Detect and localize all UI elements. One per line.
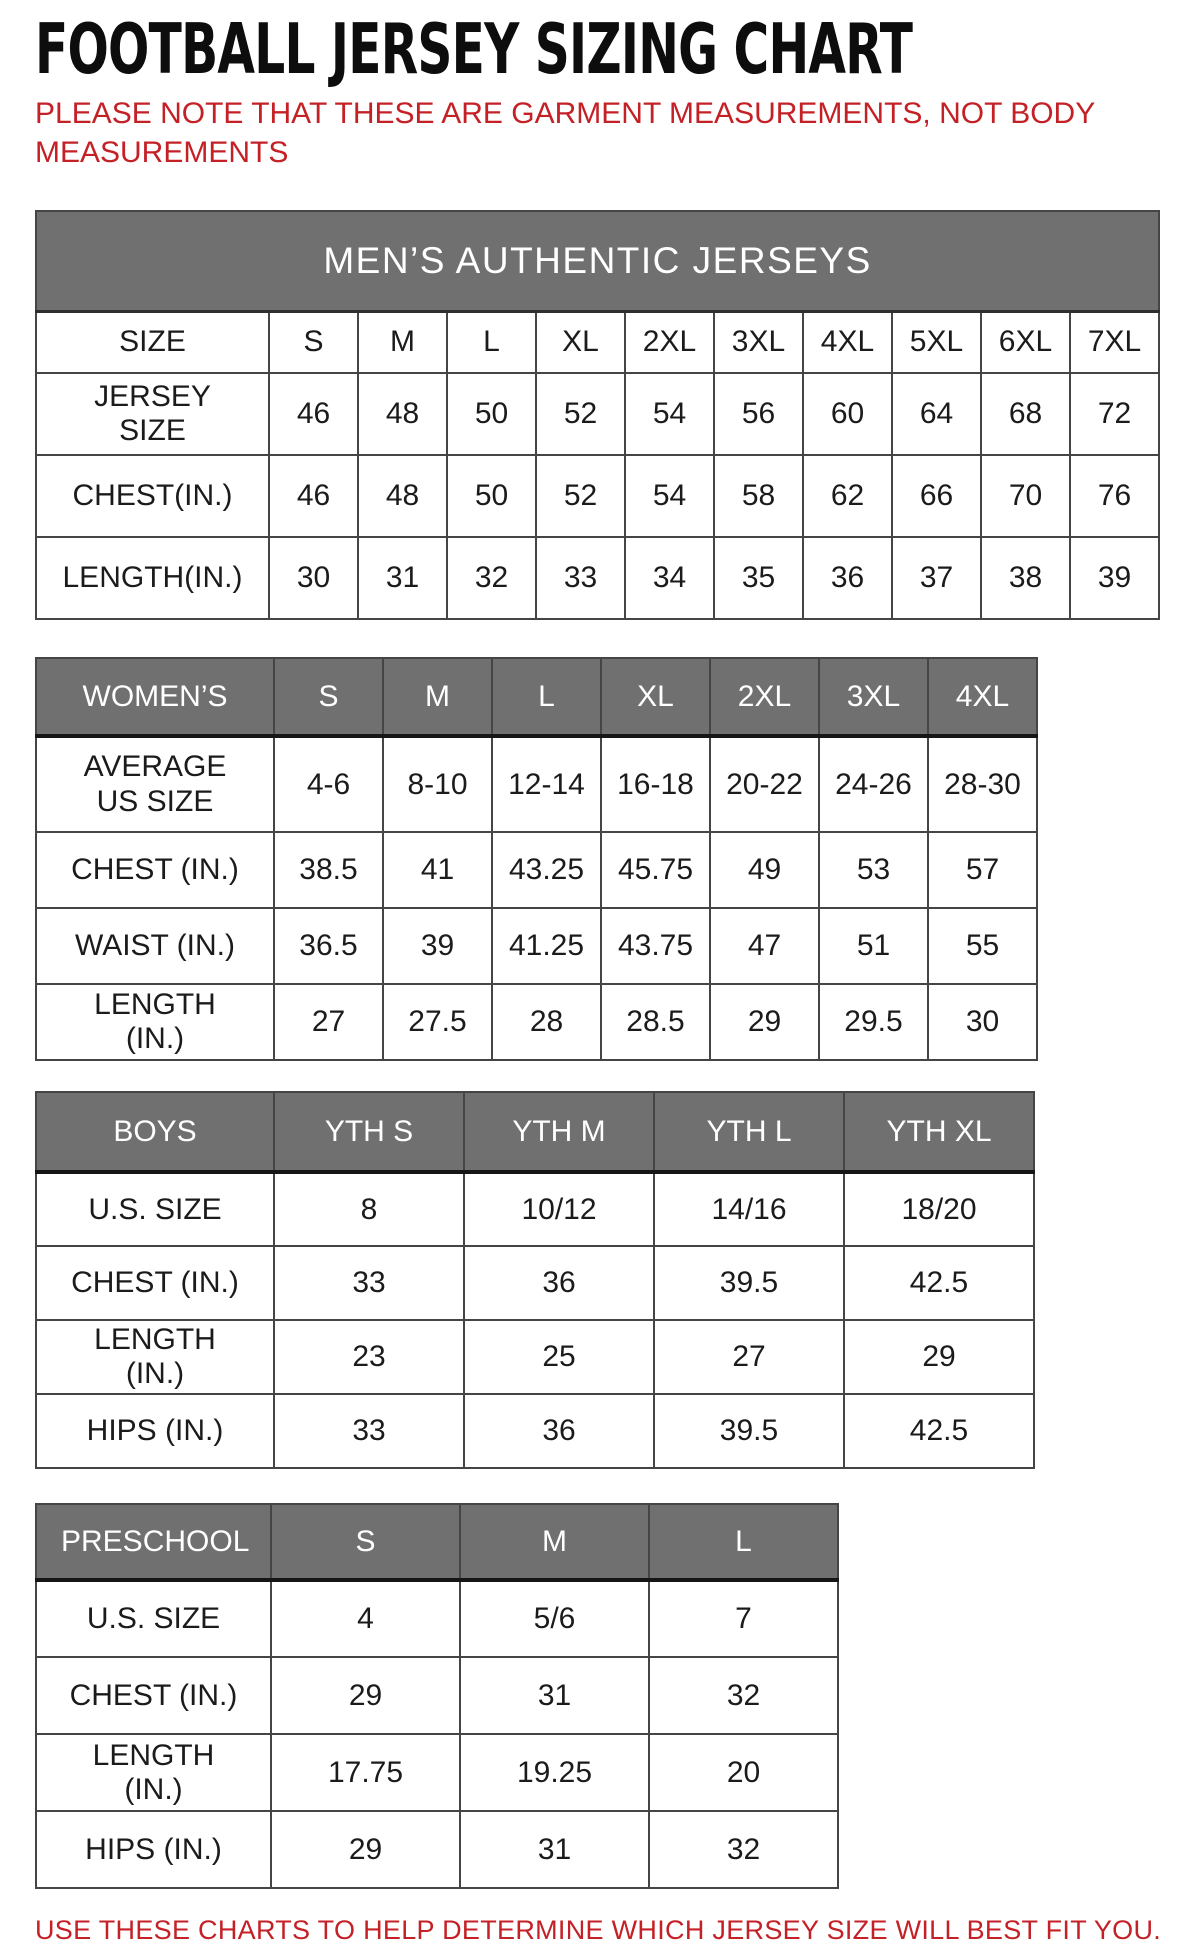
column-header: YTH M (464, 1092, 654, 1172)
table-row (36, 1811, 838, 1888)
column-header: 6XL (981, 311, 1070, 373)
size-value-cell: 4-6 (274, 736, 383, 832)
size-value-cell: 43.25 (492, 832, 601, 908)
size-value-cell: 46 (269, 373, 358, 455)
size-value-cell: 50 (447, 373, 536, 455)
size-value-cell: 29.5 (819, 984, 928, 1060)
size-value-cell: 31 (460, 1657, 649, 1734)
size-value-cell: 16-18 (601, 736, 710, 832)
size-value-cell: 47 (710, 908, 819, 984)
size-value-cell: 12-14 (492, 736, 601, 832)
table-banner: MEN’S AUTHENTIC JERSEYS (36, 211, 1159, 311)
table-row (36, 736, 1037, 832)
size-value-cell: 42.5 (844, 1394, 1034, 1468)
size-value-cell: 32 (649, 1811, 838, 1888)
size-value-cell: 29 (844, 1320, 1034, 1394)
size-value-cell: 8 (274, 1172, 464, 1246)
size-value-cell: 30 (269, 537, 358, 619)
column-header: 3XL (714, 311, 803, 373)
size-value-cell: 33 (274, 1394, 464, 1468)
row-label: WAIST (IN.) (36, 908, 274, 984)
table-row (36, 984, 1037, 1060)
row-label: CHEST(IN.) (36, 455, 269, 537)
size-value-cell: 31 (460, 1811, 649, 1888)
table-row (36, 832, 1037, 908)
row-label: HIPS (IN.) (36, 1811, 271, 1888)
column-header: M (383, 658, 492, 736)
size-value-cell: 32 (447, 537, 536, 619)
table-row (36, 1172, 1034, 1246)
size-value-cell: 46 (269, 455, 358, 537)
column-header: 2XL (710, 658, 819, 736)
size-value-cell: 20 (649, 1734, 838, 1811)
size-value-cell: 25 (464, 1320, 654, 1394)
row-label: LENGTH (IN.) (36, 984, 274, 1060)
preschool-sizing-table (35, 1503, 839, 1889)
size-value-cell: 62 (803, 455, 892, 537)
size-value-cell: 54 (625, 455, 714, 537)
size-value-cell: 34 (625, 537, 714, 619)
column-header: YTH S (274, 1092, 464, 1172)
column-header: 4XL (928, 658, 1037, 736)
size-value-cell: 33 (536, 537, 625, 619)
row-label: U.S. SIZE (36, 1580, 271, 1657)
womens-sizing-table (35, 657, 1038, 1061)
column-header: 4XL (803, 311, 892, 373)
column-header: 7XL (1070, 311, 1159, 373)
size-value-cell: 50 (447, 455, 536, 537)
table-header-label: BOYS (36, 1092, 274, 1172)
size-value-cell: 41 (383, 832, 492, 908)
column-header: XL (601, 658, 710, 736)
table-row (36, 373, 1159, 455)
size-value-cell: 76 (1070, 455, 1159, 537)
column-header: 5XL (892, 311, 981, 373)
table-row (36, 1657, 838, 1734)
column-header: YTH XL (844, 1092, 1034, 1172)
size-value-cell: 29 (271, 1657, 460, 1734)
size-value-cell: 8-10 (383, 736, 492, 832)
size-value-cell: 17.75 (271, 1734, 460, 1811)
size-value-cell: 39 (1070, 537, 1159, 619)
size-value-cell: 27 (274, 984, 383, 1060)
row-label: JERSEY SIZE (36, 373, 269, 455)
table-row (36, 455, 1159, 537)
table-header-label: SIZE (36, 311, 269, 373)
table-row (36, 1320, 1034, 1394)
column-header: S (269, 311, 358, 373)
size-value-cell: 51 (819, 908, 928, 984)
column-header: L (492, 658, 601, 736)
size-value-cell: 7 (649, 1580, 838, 1657)
row-label: CHEST (IN.) (36, 1246, 274, 1320)
table-row (36, 1580, 838, 1657)
size-value-cell: 54 (625, 373, 714, 455)
size-value-cell: 60 (803, 373, 892, 455)
size-value-cell: 36 (464, 1246, 654, 1320)
size-value-cell: 33 (274, 1246, 464, 1320)
size-value-cell: 31 (358, 537, 447, 619)
size-value-cell: 68 (981, 373, 1070, 455)
size-value-cell: 19.25 (460, 1734, 649, 1811)
size-value-cell: 30 (928, 984, 1037, 1060)
size-value-cell: 41.25 (492, 908, 601, 984)
size-value-cell: 39 (383, 908, 492, 984)
row-label: CHEST (IN.) (36, 1657, 271, 1734)
column-header: L (447, 311, 536, 373)
size-value-cell: 28-30 (928, 736, 1037, 832)
footer-note: USE THESE CHARTS TO HELP DETERMINE WHICH JERSEY SIZE WILL BEST FIT YOU. (35, 1915, 1162, 1945)
table-row (36, 1246, 1034, 1320)
size-value-cell: 48 (358, 455, 447, 537)
size-value-cell: 58 (714, 455, 803, 537)
size-value-cell: 55 (928, 908, 1037, 984)
size-value-cell: 57 (928, 832, 1037, 908)
size-value-cell: 56 (714, 373, 803, 455)
table-header-label: PRESCHOOL (36, 1504, 271, 1580)
row-label: U.S. SIZE (36, 1172, 274, 1246)
size-value-cell: 35 (714, 537, 803, 619)
column-header: L (649, 1504, 838, 1580)
size-value-cell: 14/16 (654, 1172, 844, 1246)
size-value-cell: 36.5 (274, 908, 383, 984)
size-value-cell: 52 (536, 455, 625, 537)
size-value-cell: 72 (1070, 373, 1159, 455)
size-value-cell: 38 (981, 537, 1070, 619)
size-value-cell: 48 (358, 373, 447, 455)
size-value-cell: 39.5 (654, 1394, 844, 1468)
garment-measurement-note: PLEASE NOTE THAT THESE ARE GARMENT MEASUREMENTS, NOT BODY MEASUREMENTS (35, 97, 1095, 169)
page-title-text: FOOTBALL JERSEY SIZING CHART (35, 10, 913, 91)
table-row (36, 908, 1037, 984)
size-value-cell: 43.75 (601, 908, 710, 984)
size-value-cell: 70 (981, 455, 1070, 537)
size-value-cell: 18/20 (844, 1172, 1034, 1246)
size-value-cell: 27 (654, 1320, 844, 1394)
size-value-cell: 66 (892, 455, 981, 537)
column-header: M (460, 1504, 649, 1580)
row-label: LENGTH (IN.) (36, 1734, 271, 1811)
row-label: HIPS (IN.) (36, 1394, 274, 1468)
size-value-cell: 32 (649, 1657, 838, 1734)
table-row (36, 537, 1159, 619)
column-header: S (271, 1504, 460, 1580)
size-value-cell: 64 (892, 373, 981, 455)
row-label: AVERAGE US SIZE (36, 736, 274, 832)
size-value-cell: 29 (271, 1811, 460, 1888)
size-value-cell: 20-22 (710, 736, 819, 832)
size-value-cell: 52 (536, 373, 625, 455)
size-value-cell: 28 (492, 984, 601, 1060)
column-header: YTH L (654, 1092, 844, 1172)
size-value-cell: 27.5 (383, 984, 492, 1060)
column-header: 3XL (819, 658, 928, 736)
size-value-cell: 39.5 (654, 1246, 844, 1320)
size-value-cell: 5/6 (460, 1580, 649, 1657)
row-label: LENGTH(IN.) (36, 537, 269, 619)
size-value-cell: 53 (819, 832, 928, 908)
size-value-cell: 37 (892, 537, 981, 619)
size-value-cell: 23 (274, 1320, 464, 1394)
size-value-cell: 42.5 (844, 1246, 1034, 1320)
size-value-cell: 38.5 (274, 832, 383, 908)
table-row (36, 1394, 1034, 1468)
column-header: S (274, 658, 383, 736)
page-title (35, 10, 1180, 91)
table-row (36, 1734, 838, 1811)
column-header: XL (536, 311, 625, 373)
row-label: CHEST (IN.) (36, 832, 274, 908)
size-value-cell: 45.75 (601, 832, 710, 908)
size-value-cell: 10/12 (464, 1172, 654, 1246)
size-value-cell: 49 (710, 832, 819, 908)
column-header: M (358, 311, 447, 373)
table-header-label: WOMEN’S (36, 658, 274, 736)
size-value-cell: 29 (710, 984, 819, 1060)
size-value-cell: 36 (803, 537, 892, 619)
size-value-cell: 36 (464, 1394, 654, 1468)
column-header: 2XL (625, 311, 714, 373)
boys-sizing-table (35, 1091, 1035, 1469)
row-label: LENGTH (IN.) (36, 1320, 274, 1394)
size-value-cell: 24-26 (819, 736, 928, 832)
mens-authentic-jerseys-table (35, 210, 1160, 620)
size-value-cell: 4 (271, 1580, 460, 1657)
size-value-cell: 28.5 (601, 984, 710, 1060)
